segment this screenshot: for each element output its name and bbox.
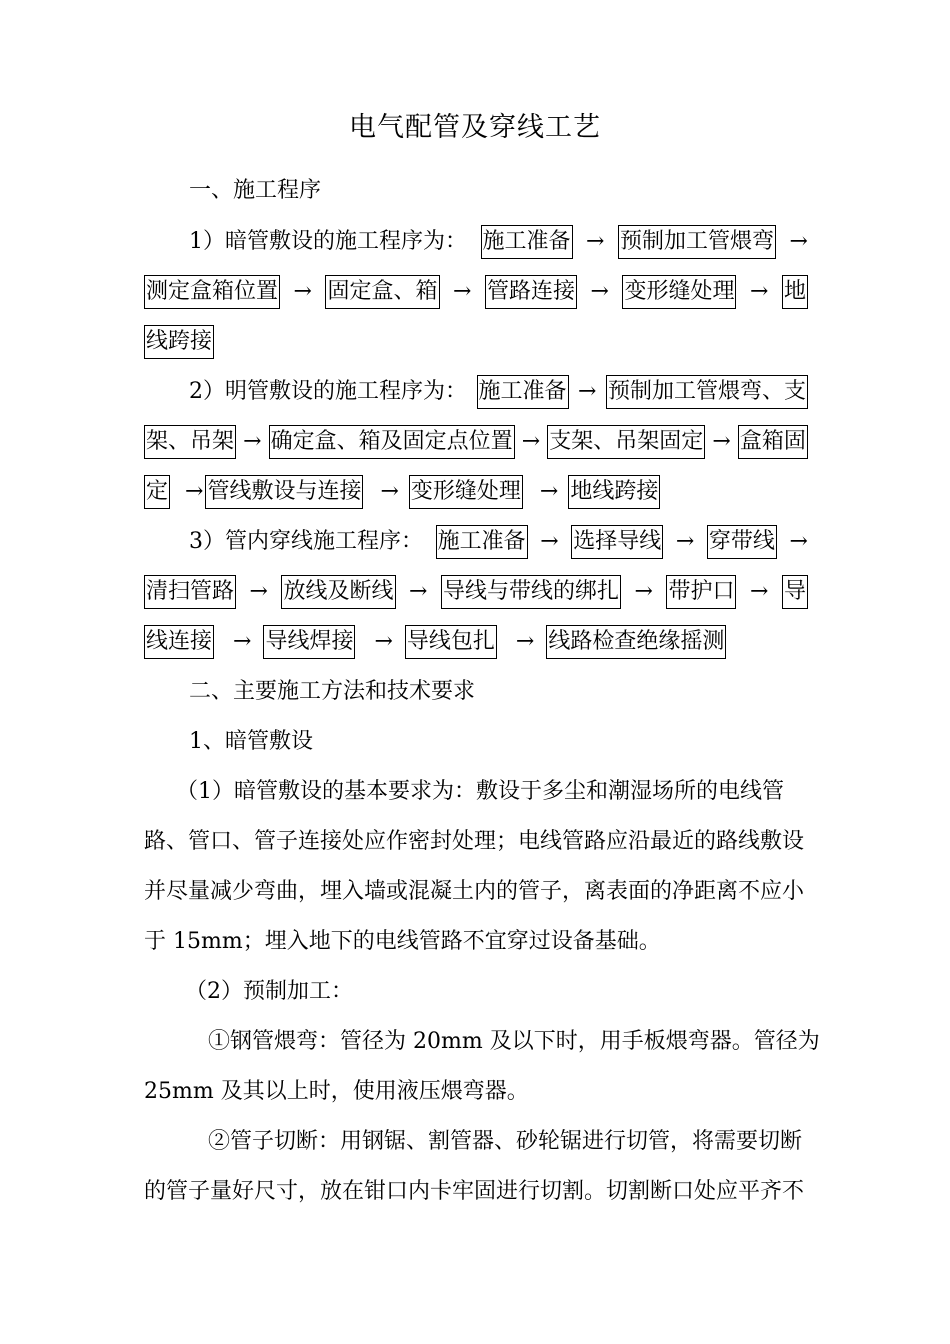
arrow-icon: → bbox=[374, 629, 393, 654]
arrow-icon: → bbox=[749, 579, 769, 604]
arrow-icon: → bbox=[586, 229, 605, 254]
flow-step: 管线敷设与连接 bbox=[205, 475, 363, 509]
flow-step: 变形缝处理 bbox=[409, 475, 523, 509]
flow-step: 固定盒、箱 bbox=[325, 275, 439, 309]
flow-step: 导线与带线的绑扎 bbox=[441, 575, 621, 609]
flow-step: 变形缝处理 bbox=[622, 275, 736, 309]
flow-step: 测定盒箱位置 bbox=[144, 275, 280, 309]
arrow-icon: → bbox=[380, 479, 399, 504]
p1-intro: 1）暗管敷设的施工程序为： bbox=[189, 229, 467, 254]
arrow-icon: → bbox=[249, 579, 268, 604]
p2-line-2 bbox=[144, 425, 808, 459]
text-line: ②管子切断：用钢锯、割管器、砂轮锯进行切管，将需要切断 bbox=[208, 1129, 803, 1154]
arrow-icon: → bbox=[243, 429, 262, 454]
p3-intro: 3）管内穿线施工程序： bbox=[189, 529, 423, 554]
arrow-icon: → bbox=[515, 629, 535, 654]
arrow-icon: → bbox=[789, 529, 808, 554]
flow-step: 架、吊架 bbox=[144, 425, 236, 459]
flow-step: 导线焊接 bbox=[263, 625, 355, 659]
flow-step: 选择导线 bbox=[571, 525, 663, 559]
flow-step: 预制加工管煨弯 bbox=[618, 225, 776, 259]
arrow-icon: → bbox=[789, 229, 808, 254]
p1-line-2 bbox=[144, 275, 808, 309]
text-line: （1）暗管敷设的基本要求为：敷设于多尘和潮湿场所的电线管 bbox=[176, 779, 784, 804]
arrow-icon: → bbox=[540, 529, 559, 554]
subheading-concealed-conduit: 1、暗管敷设 bbox=[189, 729, 313, 754]
flow-step: 清扫管路 bbox=[144, 575, 236, 609]
arrow-icon: → bbox=[521, 429, 541, 454]
p1-line-3 bbox=[144, 325, 808, 359]
p2-intro: 2）明管敷设的施工程序为： bbox=[189, 379, 467, 404]
bend-line-1 bbox=[208, 1025, 820, 1059]
arrow-icon: → bbox=[590, 279, 609, 304]
p1-line-1 bbox=[189, 225, 808, 259]
p3-line-1 bbox=[189, 525, 808, 559]
flow-step: 带护口 bbox=[666, 575, 736, 609]
p3-line-2 bbox=[144, 575, 808, 609]
arrow-icon: → bbox=[749, 279, 769, 304]
flow-step: 管路连接 bbox=[485, 275, 577, 309]
arrow-icon: → bbox=[409, 579, 428, 604]
subheading-prefab: （2）预制加工： bbox=[185, 979, 353, 1004]
flow-step: 施工准备 bbox=[436, 525, 528, 559]
arrow-icon: → bbox=[578, 379, 597, 404]
flow-step: 施工准备 bbox=[477, 375, 569, 409]
flow-step: 导线包扎 bbox=[405, 625, 497, 659]
p3-line-3 bbox=[144, 625, 808, 659]
arrow-icon: → bbox=[453, 279, 472, 304]
arrow-icon: → bbox=[539, 479, 559, 504]
flow-step: 地线跨接 bbox=[568, 475, 660, 509]
flow-step: 支架、吊架固定 bbox=[547, 425, 705, 459]
flow-step: 施工准备 bbox=[481, 225, 573, 259]
arrow-icon: → bbox=[634, 579, 653, 604]
arrow-icon: → bbox=[675, 529, 695, 554]
text-line: 于 15mm；埋入地下的电线管路不宜穿过设备基础。 bbox=[144, 929, 661, 954]
cut-line-1 bbox=[208, 1125, 808, 1159]
flow-step: 线路检查绝缘摇测 bbox=[546, 625, 726, 659]
flow-step: 确定盒、箱及固定点位置 bbox=[269, 425, 515, 459]
flow-step: 地 bbox=[782, 275, 808, 309]
bend-line-2 bbox=[144, 1075, 808, 1109]
flow-step: 穿带线 bbox=[707, 525, 777, 559]
flow-step: 定 bbox=[144, 475, 170, 509]
text-line: ①钢管煨弯：管径为 20mm 及以下时，用手板煨弯器。管径为 bbox=[208, 1029, 820, 1054]
flow-step: 导 bbox=[782, 575, 808, 609]
document-title: 电气配管及穿线工艺 bbox=[349, 112, 601, 143]
req-line-2 bbox=[144, 825, 808, 859]
arrow-icon: → bbox=[293, 279, 312, 304]
flow-step: 放线及断线 bbox=[281, 575, 395, 609]
flow-step: 盒箱固 bbox=[738, 425, 808, 459]
req-line-4 bbox=[144, 925, 808, 959]
flow-step: 预制加工管煨弯、支 bbox=[606, 375, 808, 409]
p2-line-3 bbox=[144, 475, 808, 509]
flow-step: 线跨接 bbox=[144, 325, 214, 359]
arrow-icon: → bbox=[185, 479, 204, 504]
text-line: 的管子量好尺寸，放在钳口内卡牢固进行切割。切割断口处应平齐不 bbox=[144, 1179, 805, 1204]
req-line-3 bbox=[144, 875, 808, 909]
text-line: 并尽量减少弯曲，埋入墙或混凝土内的管子，离表面的净距离不应小 bbox=[144, 879, 805, 904]
section-heading-methods: 二、主要施工方法和技术要求 bbox=[189, 679, 476, 704]
req-line-1 bbox=[176, 775, 808, 809]
text-line: 路、管口、管子连接处应作密封处理；电线管路应沿最近的路线敷设 bbox=[144, 829, 805, 854]
section-heading-procedure: 一、施工程序 bbox=[189, 178, 322, 203]
cut-line-2 bbox=[144, 1175, 808, 1209]
arrow-icon: → bbox=[712, 429, 731, 454]
text-line: 25mm 及其以上时，使用液压煨弯器。 bbox=[144, 1079, 529, 1104]
flow-step: 线连接 bbox=[144, 625, 214, 659]
p2-line-1 bbox=[189, 375, 808, 409]
arrow-icon: → bbox=[233, 629, 252, 654]
